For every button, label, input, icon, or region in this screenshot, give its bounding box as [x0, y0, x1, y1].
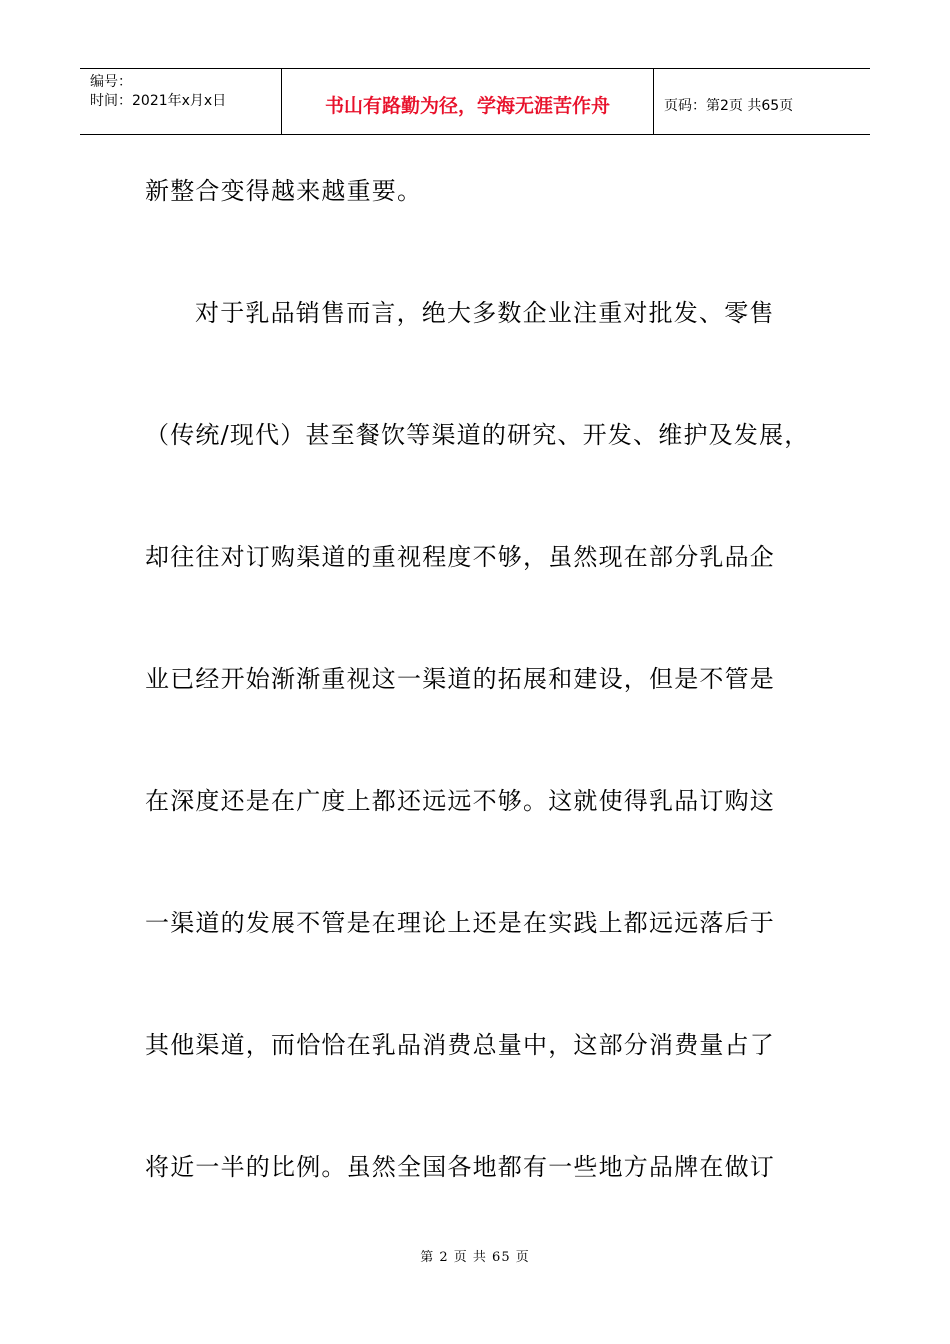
body-line: 业已经开始渐渐重视这一渠道的拓展和建设，但是不管是: [145, 665, 775, 693]
header-page-info: 页码：第2页 共65页: [664, 97, 794, 114]
header-motto: 书山有路勤为径，学海无涯苦作舟: [282, 69, 654, 134]
document-number-label: 编号：: [90, 74, 132, 90]
body-line: 在深度还是在广度上都还远远不够。这就使得乳品订购这: [145, 787, 775, 815]
body-line: 将近一半的比例。虽然全国各地都有一些地方品牌在做订: [145, 1153, 775, 1181]
document-body: [145, 160, 825, 1258]
page-header: [80, 68, 870, 135]
body-line: 新整合变得越来越重要。: [145, 177, 423, 205]
header-meta: [80, 69, 282, 134]
document-date: 时间：2021年x月x日: [90, 93, 227, 109]
body-line: 一渠道的发展不管是在理论上还是在实践上都远远落后于: [145, 909, 775, 937]
page-footer: 第 2 页 共 65 页: [420, 1250, 530, 1265]
body-line: 却往往对订购渠道的重视程度不够，虽然现在部分乳品企: [145, 543, 775, 571]
body-line: （传统/现代）甚至餐饮等渠道的研究、开发、维护及发展，: [145, 421, 810, 449]
body-line: 其他渠道，而恰恰在乳品消费总量中，这部分消费量占了: [145, 1031, 775, 1059]
body-line: 对于乳品销售而言，绝大多数企业注重对批发、零售: [195, 299, 775, 327]
